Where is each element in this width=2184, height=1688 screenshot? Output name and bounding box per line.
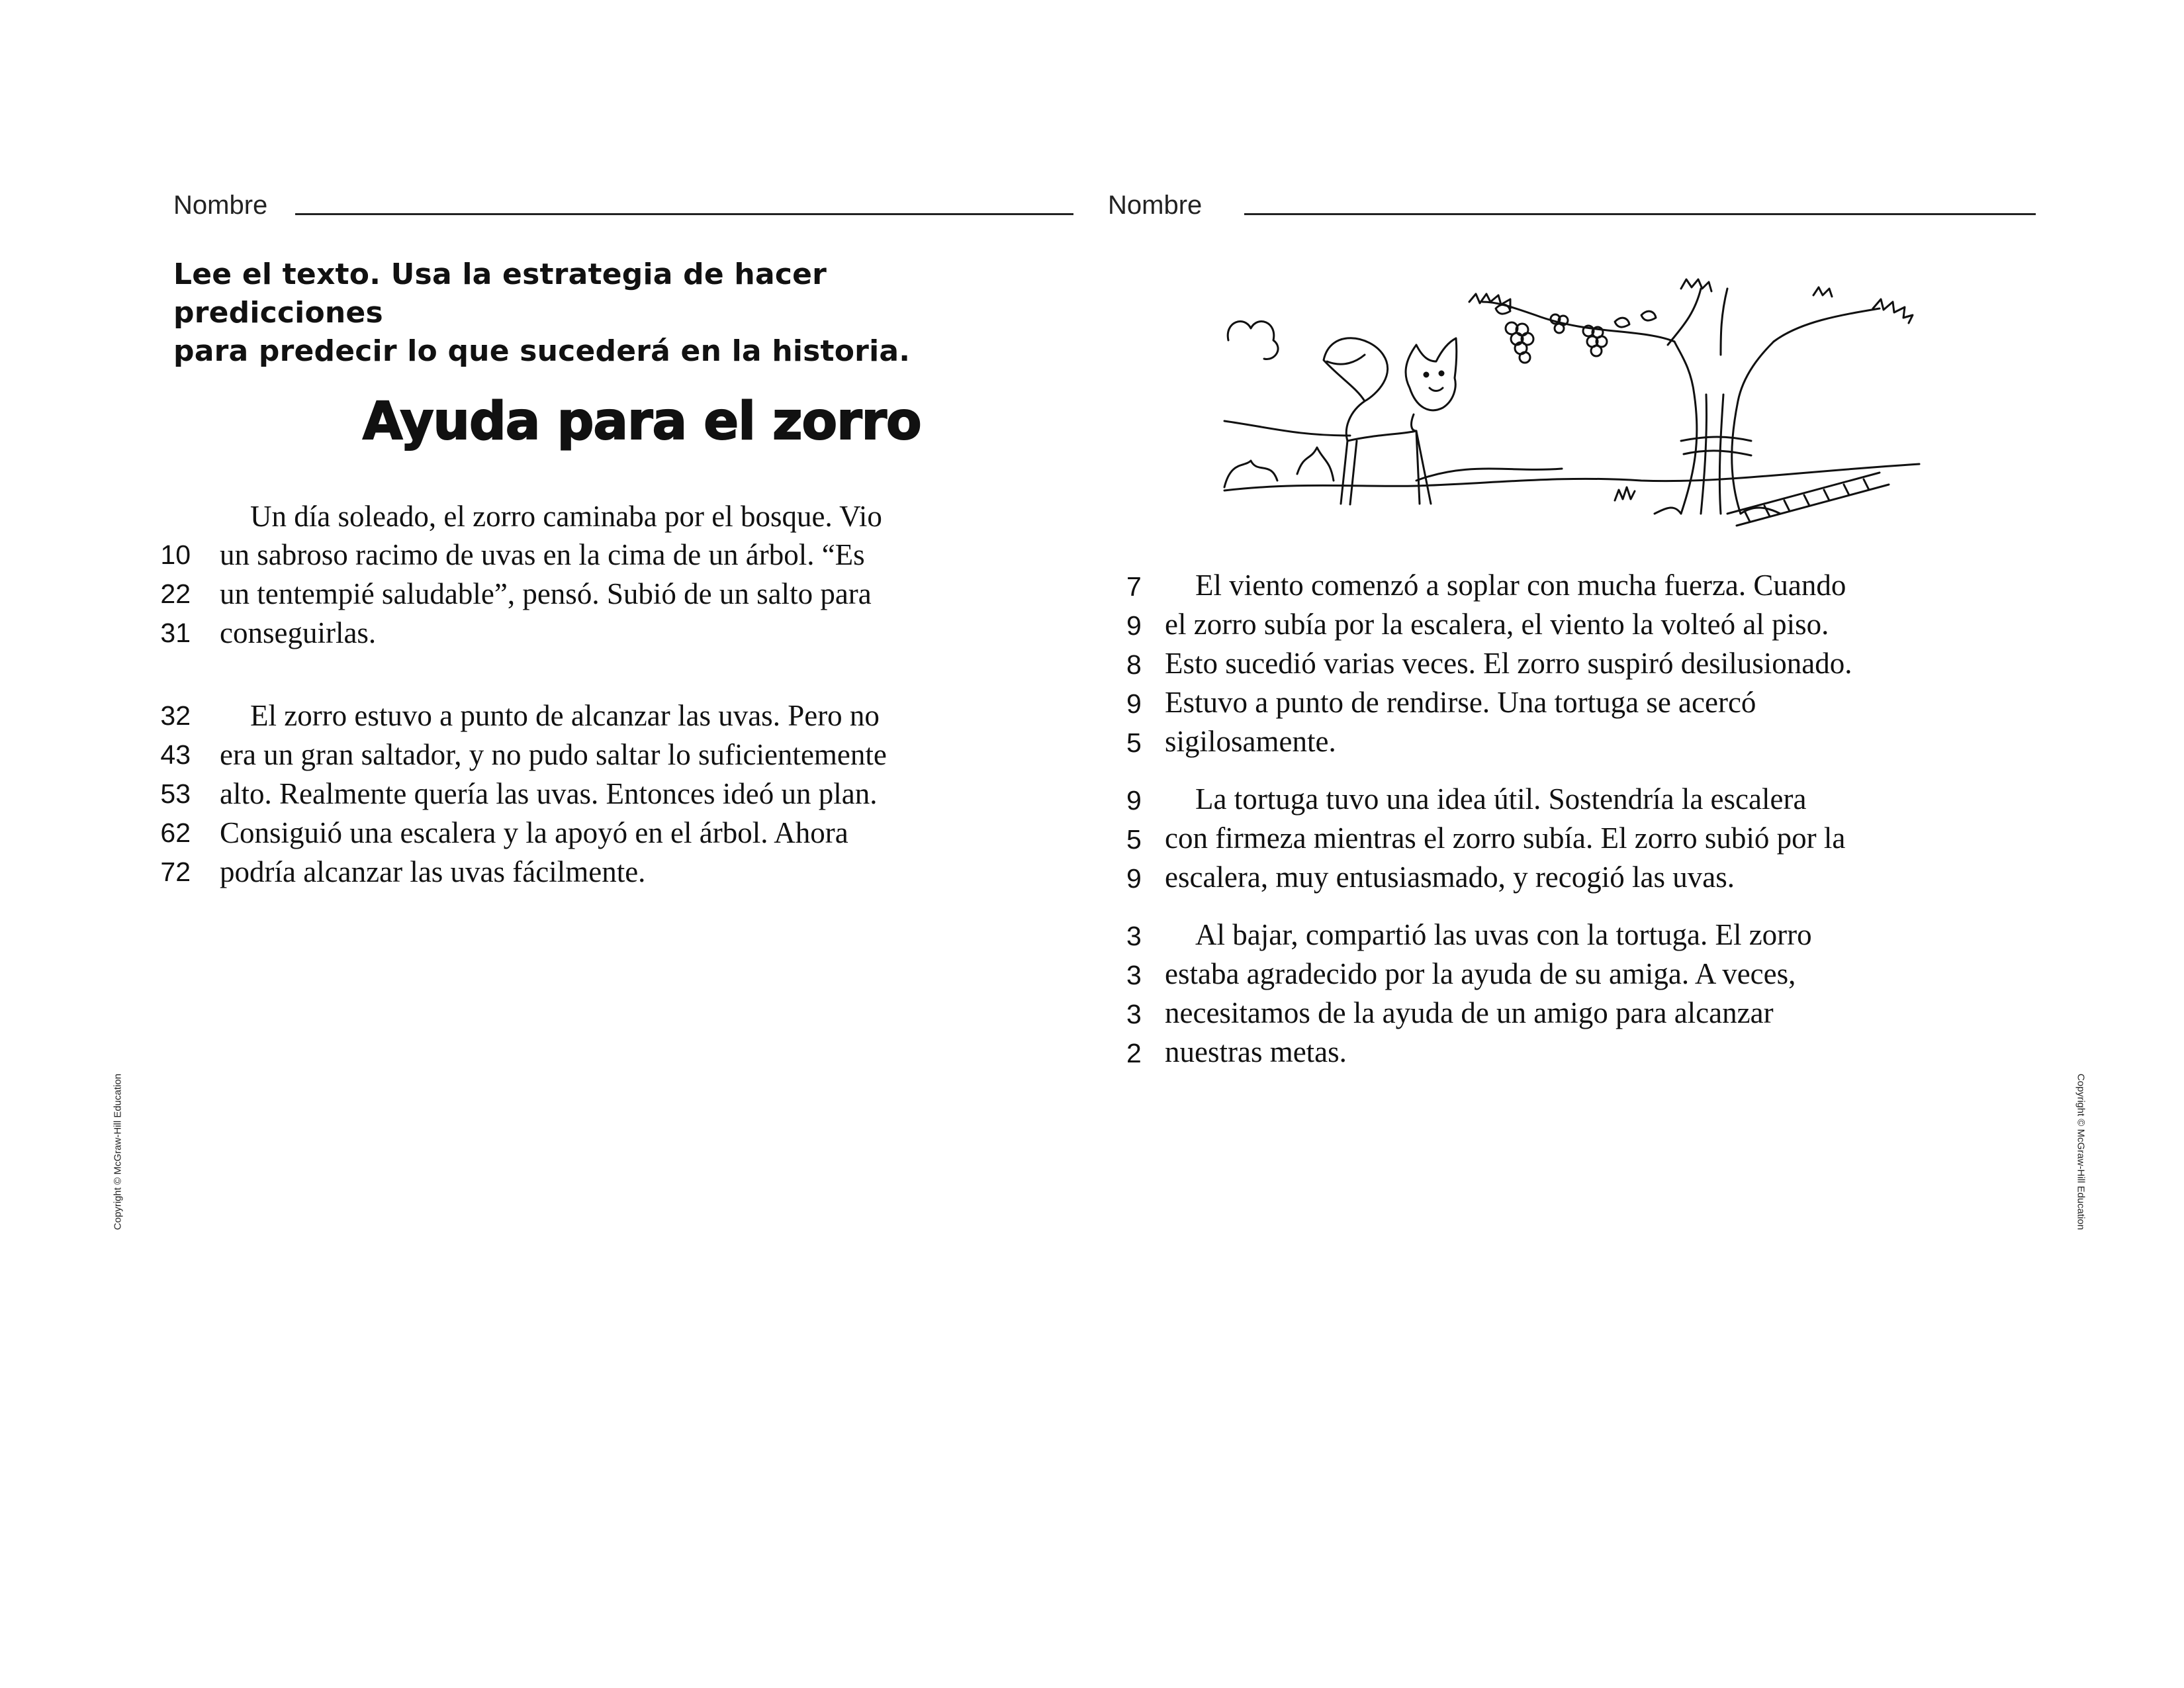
instructions-line-1: Lee el texto. Usa la estrategia de hacer predicciones: [173, 258, 827, 330]
story-line: necesitamos de la ayuda de un amigo para alcanzar: [1165, 996, 1774, 1029]
word-count: 31: [160, 618, 191, 648]
story-line: Estuvo a punto de rendirse. Una tortuga se acercó: [1165, 686, 1756, 719]
left-name-label-wrap: [173, 187, 279, 220]
word-count: 7: [1126, 571, 1142, 602]
story-line: un tentempié saludable”, pensó. Subió de un salto para: [220, 577, 872, 610]
story-line: Al bajar, compartió las uvas con la tortuga. El zorro: [1195, 918, 1812, 951]
left-name-field[interactable]: [295, 213, 1073, 215]
word-count: 5: [1126, 727, 1142, 758]
story-line: sigilosamente.: [1165, 725, 1336, 758]
story-line: El viento comenzó a soplar con mucha fuerza. Cuando: [1195, 569, 1846, 602]
bush-icon: [1228, 322, 1278, 359]
story-line: Esto sucedió varias veces. El zorro suspiró desilusionado.: [1165, 647, 1852, 680]
story-line: el zorro subía por la escalera, el viento la volteó al piso.: [1165, 608, 1829, 641]
story-line: con firmeza mientras el zorro subía. El zorro subió por la: [1165, 821, 1846, 855]
right-name-label: Nombre: [1108, 191, 1203, 220]
fox-tree-illustration: [1218, 262, 1933, 540]
left-copyright: Copyright © McGraw-Hill Education: [112, 1073, 124, 1231]
word-count: 5: [1126, 824, 1142, 855]
story-line: alto. Realmente quería las uvas. Entonces ideó un plan.: [220, 777, 878, 810]
story-line: conseguirlas.: [220, 616, 377, 649]
word-count: 22: [160, 579, 191, 609]
story-line: La tortuga tuvo una idea útil. Sostendría la escalera: [1195, 782, 1807, 816]
word-count: 9: [1126, 863, 1142, 894]
story-line: Un día soleado, el zorro caminaba por el bosque. Vio: [250, 500, 882, 533]
word-count: 32: [160, 700, 191, 731]
story-line: Consiguió una escalera y la apoyó en el árbol. Ahora: [220, 816, 848, 849]
right-name-field[interactable]: [1244, 213, 2036, 215]
story-line: podría alcanzar las uvas fácilmente.: [220, 855, 646, 888]
word-count: 9: [1126, 688, 1142, 719]
fox-icon: [1324, 338, 1457, 504]
tree-icon: [1469, 279, 1913, 514]
story-line: nuestras metas.: [1165, 1035, 1347, 1068]
ladder-icon: [1727, 473, 1889, 526]
story-line: un sabroso racimo de uvas en la cima de un árbol. “Es: [220, 538, 865, 571]
right-name-label-wrap: [1108, 187, 1215, 220]
word-count: 10: [160, 539, 191, 570]
word-count: 9: [1126, 610, 1142, 641]
word-count: 53: [160, 778, 191, 809]
instructions: [173, 256, 968, 371]
story-title: Ayuda para el zorro: [363, 392, 921, 451]
story-line: estaba agradecido por la ayuda de su amiga. A veces,: [1165, 957, 1796, 990]
ground-line-icon: [1224, 464, 1919, 491]
word-count: 43: [160, 739, 191, 770]
word-count: 3: [1126, 999, 1142, 1029]
word-count: 3: [1126, 960, 1142, 990]
story-line: El zorro estuvo a punto de alcanzar las uvas. Pero no: [250, 699, 880, 732]
right-copyright: Copyright © McGraw-Hill Education: [2075, 1073, 2087, 1231]
word-count: 72: [160, 857, 191, 887]
story-line: era un gran saltador, y no pudo saltar lo suficientemente: [220, 738, 887, 771]
word-count: 9: [1126, 785, 1142, 816]
word-count: 2: [1126, 1038, 1142, 1068]
word-count: 62: [160, 818, 191, 848]
instructions-line-2: para predecir lo que sucederá en la historia.: [173, 334, 911, 368]
word-count: 8: [1126, 649, 1142, 680]
word-count: 3: [1126, 921, 1142, 951]
left-name-label: Nombre: [173, 191, 268, 220]
story-line: escalera, muy entusiasmado, y recogió las uvas.: [1165, 861, 1735, 894]
